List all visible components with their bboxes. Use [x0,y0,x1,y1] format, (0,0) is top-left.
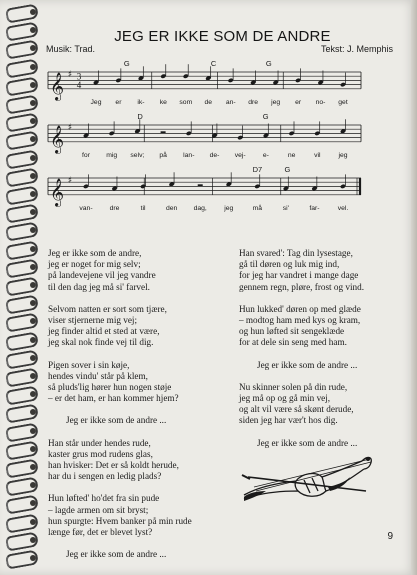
verse-line: hun spurgte: Hvem banker på min rude [48,515,192,526]
verse-line: for jeg har vandret i mange dage [239,270,359,281]
lyric-syllable: jeg [224,204,234,212]
verse-line: til den dag jeg må si' farvel. [48,281,150,292]
verse-line: – er det ham, er han kommer hjem? [48,393,179,404]
lyric-syllable: far- [309,204,320,212]
lyrics-credit: Tekst: J. Memphis [320,44,393,54]
refrain-line: Jeg er ikke som de andre ... [257,359,358,370]
music-credit: Musik: Trad. [46,44,96,54]
lyric-syllable: vej- [234,151,246,159]
verse-line: Selvom natten er sort som tjære, [48,303,167,314]
rest [198,184,203,186]
lyric-syllable: dag, [193,204,207,212]
verse-line: – lagde armen om sit bryst; [48,504,149,515]
lyric-syllable: no- [315,98,326,106]
binding-hole [30,373,36,379]
lyric-syllable: dre [248,98,259,106]
lyric-syllable: for [82,151,90,159]
verse-line: på landevejene vil jeg vandre [48,270,156,281]
verse-line: Jeg er ikke som de andre, [48,248,142,258]
verse-line: – modtog ham med kys og kram, [239,315,361,326]
lyric-syllable: selv; [130,151,145,159]
verse-line: jeg finder altid et sted at være, [48,326,160,337]
refrain-line: Jeg er ikke som de andre ... [66,549,167,560]
lyric-syllable: den [165,204,178,212]
binding-hole [30,537,36,543]
verse-line: Hun lukked' døren op med glæde [239,303,361,314]
verse-line: jeg må op og gå min vej, [239,393,331,404]
binding-hole [30,428,36,434]
lyric-syllable: er [295,98,302,106]
lyric-syllable: get [338,98,348,106]
verse-line: kaster grus mod rudens glas, [48,448,153,459]
verse-line: og alt vil være så skønt derude, [239,404,354,415]
binding-hole [30,519,36,525]
verse-line: gennem regn, pløre, frost og vind. [239,281,365,292]
chord-symbol: G [123,59,130,68]
verse-stanza [48,438,238,483]
verse-line: og hun løfted sit sengeklæde [239,326,345,337]
lyric-syllable: vil [314,151,321,159]
lyric-syllable: ik- [137,98,145,106]
chord-symbol: G [265,59,272,68]
lyric-syllable: Jeg [90,98,102,106]
chord-symbol: G [262,112,269,121]
song-title: JEG ER IKKE SOM DE ANDRE [114,28,331,45]
verse-line: jeg er noget for mig selv; [48,259,141,270]
verse-line: Han svared': Tag din lysestage, [239,248,353,258]
key-signature: ♯ [67,70,73,81]
verse-line: har du i sengen en ledig plads? [48,471,162,482]
binding-hole [30,555,36,561]
lyric-syllable: jeg [338,151,348,159]
lyric-syllable: si' [282,204,289,212]
verse-line: han hvisker: Det er så koldt herude, [48,460,179,471]
binding-hole [30,464,36,470]
lyric-syllable: van- [79,204,93,212]
verse-stanza [48,248,238,293]
lyric-syllable: jeg [271,98,281,106]
verse-line: for at dele sin seng med ham. [239,337,347,348]
verse-line: siden jeg har vær't hos dig. [239,415,338,426]
lyrics-right-column [239,248,409,460]
verse-line: så pluds'lig hører hun nogen støje [48,382,172,393]
verse-stanza [48,360,238,405]
refrain-line: Jeg er ikke som de andre ... [66,415,167,426]
treble-clef: 𝄞 [49,177,65,206]
lyric-syllable: er [115,98,122,106]
verse-line: længe før, det er blevet lyst? [48,527,153,538]
lyric-syllable: e- [262,151,269,159]
binding-hole [30,264,36,270]
treble-clef: 𝄞 [49,124,65,153]
lyric-syllable: dre [109,204,120,212]
binding-hole [30,282,36,288]
key-signature: ♯ [67,123,73,134]
verse-line: gå til døren og luk mig ind, [239,259,340,270]
violin-drawing [238,447,378,507]
verse-line: jeg skal nok finde vej til dig. [48,337,154,348]
rest [161,131,166,133]
verse-line: viser stjernerne mig vej; [48,315,138,326]
lyric-syllable: an- [225,98,236,106]
chord-symbol: D [137,112,143,121]
chord-symbol: G [284,165,291,174]
verse-line: Pigen sover i sin køje, [48,359,130,370]
binding-hole [30,246,36,252]
chord-symbol: C [210,59,217,68]
refrain-line: Jeg er ikke som de andre ... [257,437,358,448]
time-signature-top: 3 [76,71,82,82]
lyric-syllable: de- [209,151,220,159]
page-number: 9 [387,531,393,542]
verse-line: Nu skinner solen på din rude, [239,381,348,392]
binding-hole [30,337,36,343]
verse-line: Han står under hendes rude, [48,437,151,448]
binding-hole [30,446,36,452]
key-signature: ♯ [67,176,73,187]
lyric-syllable: mig [106,151,118,159]
verse-stanza [239,248,409,293]
binding-hole [30,355,36,361]
verse-stanza [239,304,409,349]
lyric-syllable: på [159,151,167,159]
lyric-syllable: lan- [183,151,195,159]
verse-stanza [239,382,409,427]
verse-line: Hun løfted' ho'det fra sin pude [48,493,160,504]
verse-stanza [48,304,238,349]
verse-stanza [48,493,238,538]
lyric-syllable: de [204,98,213,106]
treble-clef: 𝄞 [49,71,65,100]
lyric-syllable: til [140,204,146,212]
verse-line: hendes vindu' står på klem, [48,370,148,381]
chord-symbol: D7 [252,165,263,174]
lyric-syllable: må [252,204,263,212]
lyric-syllable: vel. [337,204,349,212]
lyric-syllable: som [179,98,193,106]
lyric-syllable: ne [287,151,296,159]
time-signature-bottom: 4 [76,79,82,90]
lyrics-left-column [48,248,238,571]
lyric-syllable: ke [159,98,167,106]
sheet-music [0,0,417,240]
